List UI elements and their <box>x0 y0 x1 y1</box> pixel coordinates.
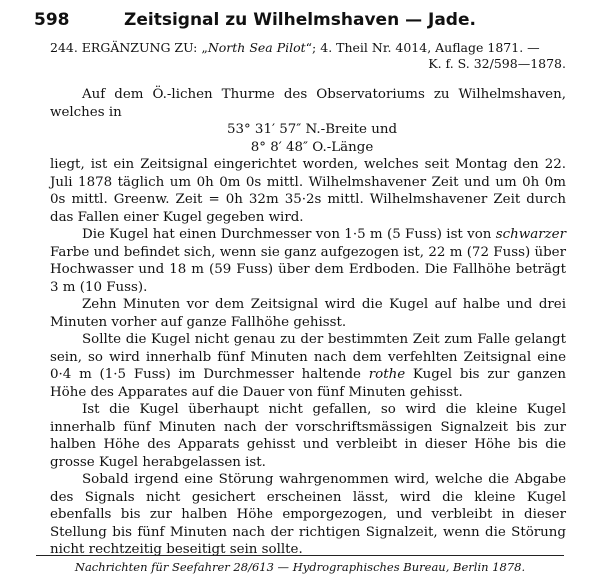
notice-source: K. f. S. 32/598—1878. <box>428 56 566 71</box>
paragraph-ball-description: Die Kugel hat einen Durchmesser von 1·5 m (5 Fuss) ist von schwarzer Farbe und befindet sich, wenn sie ganz aufgezogen ist, 22 m (72 Fuss) über Hochwasser und 18 m (59 Fuss) über dem Erdboden. Die Fallhöhe beträgt 3 m (10 Fuss). <box>50 227 566 295</box>
paragraph-signal-time: liegt, ist ein Zeitsignal eingerichtet worden, welches seit Montag den 22. Juli 1878 täglich um 0h 0m 0s mittl. Wilhelmshavener Zeit und um 0h 0m 0s mittl. Greenw. Zeit = 0h 32m 35·2s mittl. Wilhelmshavener Zeit durch das Fallen einer Kugel gegeben wird. <box>50 157 566 225</box>
paragraph-disturbance: Sobald irgend eine Störung wahrgenommen wird, welche die Abgabe des Signals nicht gesichert erscheinen lässt, wird die kleine Kugel ebenfalls bis zur halben Höhe emporgezogen, und verbleibt in dieser Stellung bis fünf Minuten nach der richtigen Signalzeit, wenn die Störung nicht rechtzeitig beseitigt sein sollte. <box>50 472 566 557</box>
publication-title: North Sea Pilot <box>207 40 306 55</box>
article-body <box>50 86 566 559</box>
supplement-notice <box>50 40 566 72</box>
paragraph-missed-signal: Sollte die Kugel nicht genau zu der bestimmten Zeit zum Falle gelangt sein, so wird innerhalb fünf Minuten nach dem verfehlten Zeitsignal eine 0·4 m (1·5 Fuss) im Durchmesser haltende rothe Kugel bis zur ganzen Höhe des Apparates auf die Dauer von fünf Minuten gehisst. <box>50 332 566 400</box>
page-number: 598 <box>34 10 70 30</box>
paragraph-location: Auf dem Ö.-lichen Thurme des Observatoriums zu Wilhelmshaven, welches in <box>50 87 566 120</box>
page-header <box>34 10 566 34</box>
coordinate-latitude: 53° 31′ 57″ N.-Breite und <box>226 122 398 137</box>
footer-divider <box>36 555 564 556</box>
paragraph-ball-not-fallen: Ist die Kugel überhaupt nicht gefallen, so wird die kleine Kugel innerhalb fünf Minuten nach der vorschriftsmässigen Signalzeit bis zur halben Höhe des Apparats gehisst und verbleibt in dieser Höhe bis die grosse Kugel herabgelassen ist. <box>50 402 566 470</box>
footer-citation: Nachrichten für Seefahrer 28/613 — Hydrographisches Bureau, Berlin 1878. <box>74 560 526 574</box>
page-title: Zeitsignal zu Wilhelmshaven — Jade. <box>124 10 476 30</box>
coordinate-longitude: 8° 8′ 48″ O.-Länge <box>250 139 374 155</box>
notice-reference: 244. ERGÄNZUNG ZU: „North Sea Pilot“; 4. Theil Nr. 4014, Auflage 1871. — <box>50 40 540 55</box>
paragraph-hoisting: Zehn Minuten vor dem Zeitsignal wird die Kugel auf halbe und drei Minuten vorher auf ganze Fallhöhe gehisst. <box>50 297 566 330</box>
